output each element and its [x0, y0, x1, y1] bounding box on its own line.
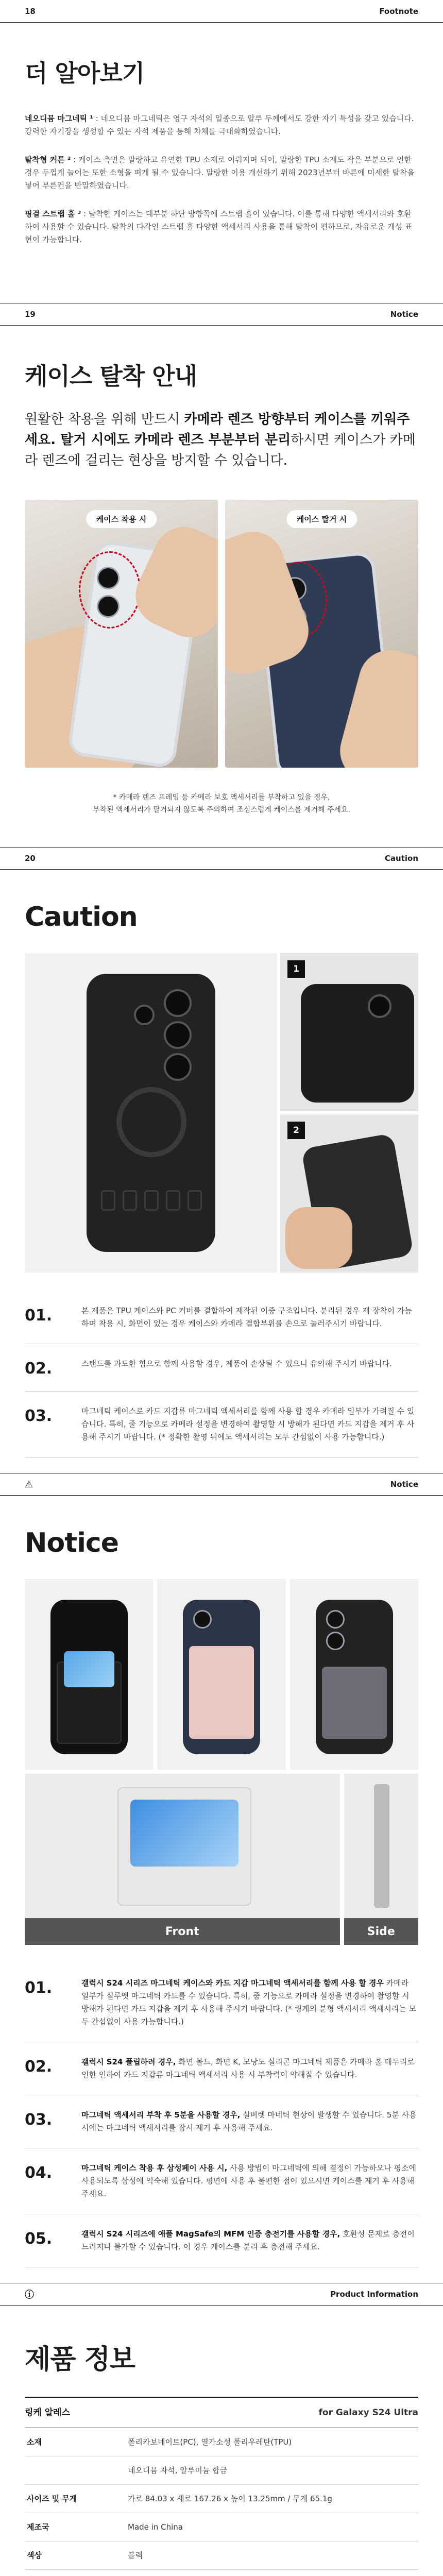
- photo-case-remove: [225, 500, 418, 768]
- warning-icon: ⚠: [25, 1479, 33, 1490]
- photo-case-attach: [25, 500, 218, 768]
- front-label: Front: [25, 1918, 340, 1945]
- item-text: 갤럭시 S24 시리즈 마그네틱 케이스와 카드 지갑 마그네틱 액세서리를 함께 사용 할 경우 카메라 일부가 실루엣 마그네틱 카드를 수 있습니다. 특히, 줌 기능으로 카메라 설정을 변경하여 촬영할 시 방해가 된다면 카드 지갑을 제거 후 사용해 주시기 바랍니다. (* 링케의 분형 액세서리 액세서리는 모두 간섭없이 사용 가능합니다.): [81, 1978, 416, 2026]
- removal-header: [0, 303, 443, 326]
- item-text: 갤럭시 S24 플립하려 경우, 화면 볼드, 화면 K, 모낭도 실리콘 마그네틱 제품은 카메라 홀 테두리로 인한 인하여 카드 지갑류 마그네틱 액세서리 사용 시 부착력이 약해질 수 있습니다.: [81, 2057, 415, 2079]
- notice-header: [0, 1473, 443, 1496]
- phone-card-image-3: [290, 1579, 418, 1770]
- section-label: Product Information: [330, 2290, 418, 2299]
- item-number: 05.: [25, 2230, 53, 2248]
- row-value: 가로 84.03 x 세로 167.26 x 높이 13.25mm / 무게 65.1g: [128, 2485, 418, 2513]
- magnet-ring-icon: [116, 1087, 186, 1157]
- photo-label: 케이스 탈거 시: [286, 510, 357, 528]
- list-item: [25, 1963, 418, 2042]
- table-row: [25, 2428, 418, 2456]
- item-number: 02.: [25, 1360, 53, 1378]
- camera-hole-icon: [134, 1005, 155, 1025]
- removal-description: 원활한 착용을 위해 반드시 카메라 렌즈 방향부터 케이스를 끼워주세요. 탈거 시에도 카메라 렌즈 부분부터 분리하시면 케이스가 카메라 렌즈에 걸리는 현상을 방지할 수 있습니다.: [25, 412, 416, 468]
- removal-photos: [25, 500, 418, 768]
- item-text: 갤럭시 S24 시리즈에 애플 MagSafe의 MFM 인증 충전기를 사용할 경우, 호환성 문제로 충전이 느려지나 불가할 수 있습니다. 이 경우 케이스를 분리 후 충전해 주세요.: [81, 2229, 415, 2251]
- row-key: 제조국: [25, 2513, 128, 2541]
- table-row: [25, 2513, 418, 2541]
- product-table: [25, 2397, 418, 2570]
- item-text: 스탠드를 과도한 힘으로 함께 사용할 경우, 제품이 손상될 수 있으니 유의해 주시기 바랍니다.: [81, 1359, 392, 1368]
- page-number: 19: [25, 310, 36, 319]
- removal-note: * 카메라 렌즈 프레임 등 카메라 보호 액세서리를 부착하고 있을 경우, 부착된 액세서리가 탈거되지 않도록 주의하여 조심스럽게 케이스를 제거해 주세요.: [93, 793, 350, 814]
- removal-section: [0, 326, 443, 847]
- case-pattern: [144, 1190, 159, 1211]
- notice-section: [0, 1496, 443, 2283]
- caution-header: [0, 847, 443, 870]
- product-title: 제품 정보: [25, 2344, 135, 2375]
- section-label: Notice: [390, 310, 418, 319]
- case-image: [87, 974, 215, 1252]
- notice-list: [25, 1963, 418, 2267]
- list-item: [25, 2042, 418, 2095]
- notice-images-mid: [25, 1774, 418, 1945]
- card-wallet-image: [322, 1667, 387, 1739]
- item-text: 마그네틱 케이스 착용 후 삼성페이 사용 시, 사용 방법이 마그네틱에 의해 결정이 가능하오나 평소에 사용되도록 삼성에 익숙해 있습니다. 평면에 사용 후 불편한 점이 있으시면 케이스를 제거 후 사용해 주세요.: [81, 2163, 417, 2198]
- section-label: Footnote: [379, 6, 418, 16]
- footnote-item: 네오디뮴 마그네틱 ¹ : 네오디뮴 마그네틱은 영구 자석의 일종으로 알루 두께에서도 강한 자기 특성을 갖고 있습니다. 강력한 자기장을 생성할 수 있는 자석 제품을 통해 차체를 극대화하였습니다.: [25, 114, 414, 136]
- notice-title: Notice: [25, 1528, 119, 1558]
- list-item: [25, 1344, 418, 1392]
- caution-list: [25, 1291, 418, 1458]
- caution-images: [25, 953, 418, 1273]
- caution-side-images: [280, 953, 418, 1273]
- row-key: 소재: [25, 2428, 128, 2456]
- item-number: 03.: [25, 1407, 53, 1425]
- list-item: [25, 2214, 418, 2267]
- item-text: 본 제품은 TPU 케이스와 PC 커버를 결합하여 제작된 이중 구조입니다. 분리된 경우 재 장착이 가능하며 착용 시, 화면이 있는 경우 케이스와 카메라 결합부위를 손으로 눌러주시기 바랍니다.: [81, 1306, 412, 1328]
- item-number: 04.: [25, 2164, 53, 2182]
- case-pattern: [188, 1190, 202, 1211]
- item-text: 마그네틱 액세서리 부착 후 5분을 사용할 경우, 실버렛 마네틱 현상이 발생할 수 있습니다. 5분 사용 시에는 마그네틱 액세서리를 잠시 제거 후 사용해 주세요.: [81, 2110, 417, 2132]
- table-header-row: [25, 2397, 418, 2428]
- notice-images-top: [25, 1579, 418, 1770]
- card-image: [64, 1651, 114, 1687]
- footnote-title: 더 알아보기: [25, 59, 145, 87]
- list-item: [25, 1392, 418, 1458]
- page-number: 18: [25, 6, 36, 16]
- case-detail-image-1: [280, 953, 418, 1111]
- row-value: Made in China: [128, 2513, 418, 2541]
- row-key: 색상: [25, 2541, 128, 2570]
- case-back-image: [25, 953, 277, 1273]
- row-key: [25, 2456, 128, 2485]
- product-header: [0, 2283, 443, 2306]
- info-icon: ⓘ: [25, 2290, 34, 2300]
- case-pattern: [166, 1190, 180, 1211]
- table-row: [25, 2456, 418, 2485]
- highlight-circle-icon: [79, 551, 141, 629]
- side-label: Side: [344, 1918, 418, 1945]
- list-item: [25, 2148, 418, 2214]
- side-view-image: [344, 1774, 418, 1945]
- row-value: 네오디뮴 자석, 알루미늄 합금: [128, 2456, 418, 2485]
- removal-title: 케이스 탈착 안내: [25, 362, 197, 390]
- page-number: 20: [25, 854, 36, 863]
- row-key: 사이즈 및 무게: [25, 2485, 128, 2513]
- card-wallet-image: [189, 1646, 254, 1739]
- table-row: [25, 2541, 418, 2570]
- side-profile-image: [374, 1784, 389, 1908]
- case-detail-image-2: [280, 1114, 418, 1273]
- product-section: [0, 2306, 443, 2576]
- phone-card-image-1: [25, 1579, 153, 1770]
- step-badge: 1: [287, 960, 305, 978]
- hand-image: [285, 1207, 352, 1269]
- item-number: 01.: [25, 1307, 53, 1325]
- case-pattern: [101, 1190, 115, 1211]
- camera-lens-icon: [326, 1610, 345, 1629]
- case-corner-image: [301, 984, 414, 1103]
- row-value: 블랙: [128, 2541, 418, 2570]
- caution-section: [0, 870, 443, 1473]
- case-pattern: [123, 1190, 137, 1211]
- camera-hole-icon: [164, 1053, 192, 1081]
- row-value: 폴리카보네이트(PC), 열가소성 폴리우레탄(TPU): [128, 2428, 418, 2456]
- list-item: [25, 2095, 418, 2148]
- camera-hole-icon: [368, 994, 391, 1018]
- item-number: 03.: [25, 2111, 53, 2129]
- photo-label: 케이스 착용 시: [86, 510, 157, 528]
- section-label: Caution: [384, 854, 418, 863]
- section-label: Notice: [390, 1480, 418, 1489]
- camera-lens-icon: [326, 1632, 345, 1650]
- step-badge: 2: [287, 1122, 305, 1139]
- footnote-item: 핑걸 스트랩 홀 ³ : 탈착한 케이스는 대부분 하단 방향쪽에 스트랩 홀이 있습니다. 이를 통해 다양한 액세서리와 호환하여 사용할 수 있습니다. 탈착의 다각인 스트랩 홀 다양한 액세서리 사용을 통해 탈착이 편하므로, 자유로운 개성 표현이 가능합니다.: [25, 209, 413, 244]
- camera-hole-icon: [164, 1021, 192, 1049]
- brand-name: 링케 알레스: [25, 2397, 128, 2428]
- footnote-header: [0, 0, 443, 23]
- front-view-image: [25, 1774, 340, 1945]
- model-name: for Galaxy S24 Ultra: [128, 2397, 418, 2428]
- table-row: [25, 2485, 418, 2513]
- camera-hole-icon: [164, 989, 192, 1017]
- phone-card-image-2: [157, 1579, 285, 1770]
- footnote-item: 탈착형 커튼 ² : 케이스 측면은 말랑하고 유연한 TPU 소재로 이뤄지며 되어, 말랑한 TPU 소재도 작은 부분으로 인한 경우 두껍게 늘어는 또한 소형을 펴게 될 수 있습니다. 말랑한 이용 개선하기 위해 2023년부터 바른에 미세한 탈착을 넣어 부른컨을 반말하였습니다.: [25, 155, 415, 190]
- item-number: 02.: [25, 2058, 53, 2076]
- footnote-section: [0, 23, 443, 303]
- item-text: 마그네틱 케이스로 카드 지갑류 마그네틱 액세서리를 함께 사용 할 경우 카메라 일부가 가려질 수 있습니다. 특히, 줄 기능으로 카메라 설정을 변경하여 촬영할 시 방해가 된다면 카드 지갑을 제거 후 사용해 주시기 바랍니다. (* 정확한 촬영 뒤에도 액세서리는 모두 간섭없이 사용 가능합니다.): [81, 1406, 415, 1442]
- caution-title: Caution: [25, 902, 138, 933]
- card-image: [130, 1800, 238, 1867]
- list-item: [25, 1291, 418, 1344]
- item-number: 01.: [25, 1979, 53, 1997]
